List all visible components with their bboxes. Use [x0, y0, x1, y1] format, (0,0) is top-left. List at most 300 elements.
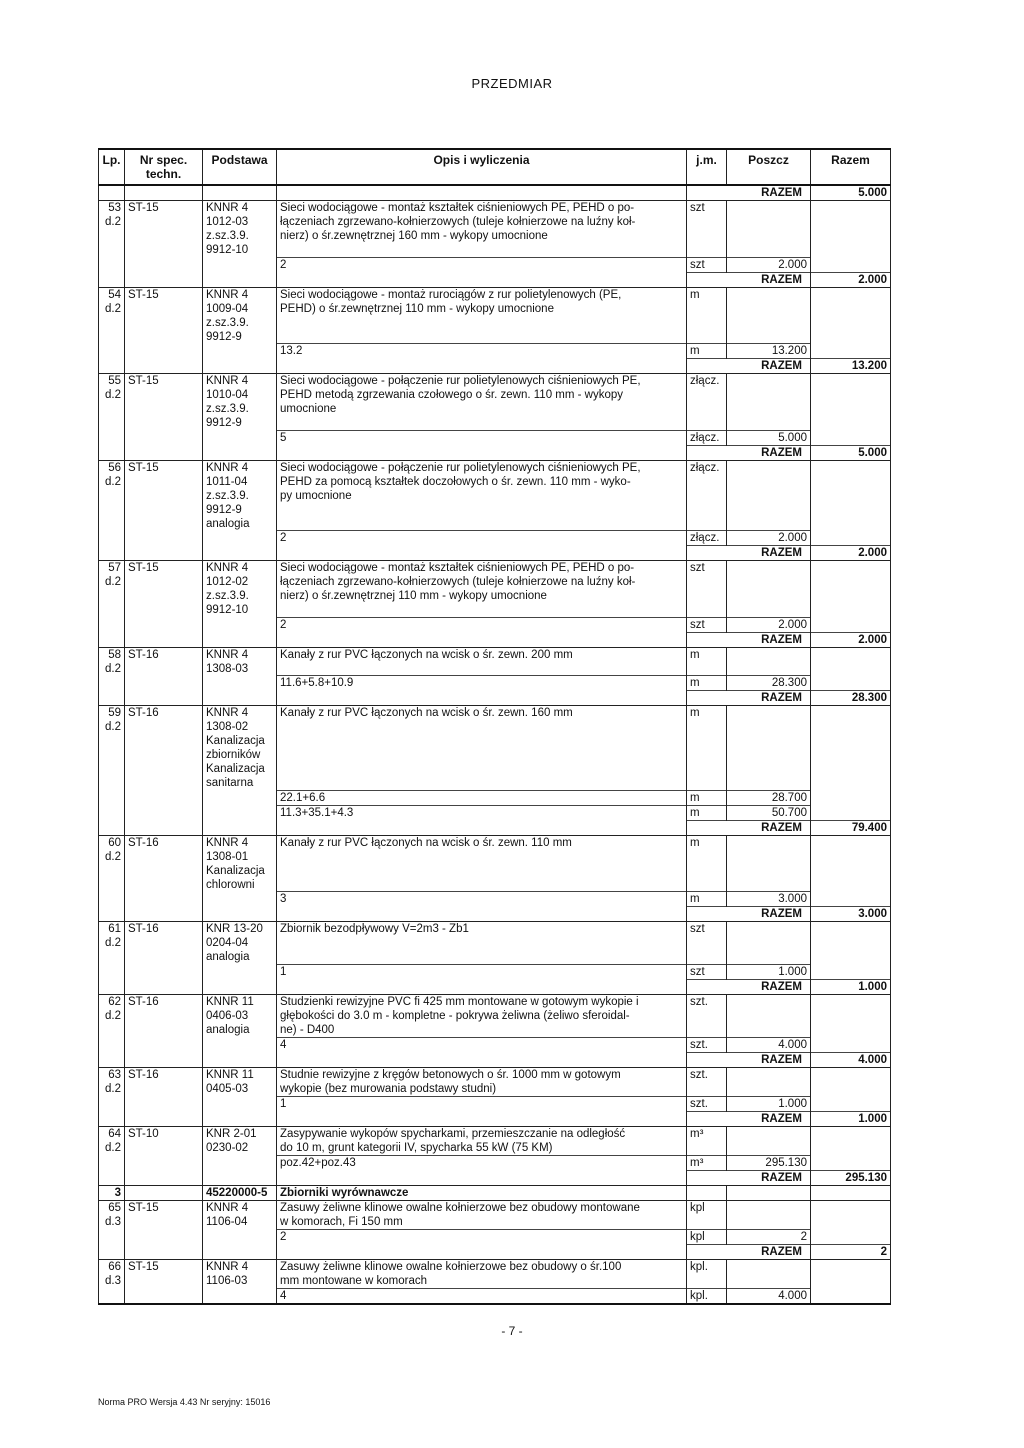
department-lp: 3 [99, 1185, 125, 1200]
empty-cell [203, 805, 277, 820]
header-opis: Opis i wyliczenia [277, 149, 687, 185]
empty-cell [125, 445, 203, 460]
position-podstawa: KNR 2-01 0230-02 [203, 1126, 277, 1155]
empty-cell [203, 531, 277, 546]
empty-cell [811, 344, 891, 359]
position-razem-empty [811, 1259, 891, 1288]
position-podstawa: KNNR 4 1106-04 [203, 1200, 277, 1229]
empty-cell [99, 1170, 125, 1185]
position-row [99, 994, 891, 1037]
empty-cell [99, 790, 125, 805]
quantity-value: 295.130 [727, 1155, 811, 1170]
empty-cell [203, 1155, 277, 1170]
quantity-unit: szt [687, 617, 727, 632]
empty-cell [99, 805, 125, 820]
empty-cell [125, 979, 203, 994]
empty-cell [203, 272, 277, 287]
position-poszcz-empty [727, 460, 811, 531]
empty-cell [125, 546, 203, 561]
razem-value: 2.000 [811, 632, 891, 647]
quantity-value: 2.000 [727, 531, 811, 546]
position-podstawa: KNNR 11 0405-03 [203, 1067, 277, 1096]
position-spec: ST-10 [125, 1126, 203, 1155]
quantity-row [99, 805, 891, 820]
empty-cell [99, 531, 125, 546]
razem-row [99, 632, 891, 647]
empty-cell [277, 979, 687, 994]
razem-row [99, 907, 891, 922]
empty-cell [203, 676, 277, 691]
quantity-unit: m [687, 805, 727, 820]
empty-cell [99, 1052, 125, 1067]
quantity-row [99, 1096, 891, 1111]
quantity-row [99, 790, 891, 805]
quantity-row [99, 892, 891, 907]
position-spec: ST-15 [125, 287, 203, 344]
position-spec: ST-15 [125, 201, 203, 258]
position-poszcz-empty [727, 1200, 811, 1229]
quantity-expression: 11.6+5.8+10.9 [277, 676, 687, 691]
position-row [99, 1259, 891, 1288]
position-lp: 57 d.2 [99, 561, 125, 618]
empty-cell [203, 907, 277, 922]
quantity-row [99, 257, 891, 272]
razem-value: 2.000 [811, 546, 891, 561]
position-opis: Kanały z rur PVC łączonych na wcisk o śr. zewn. 160 mm [277, 706, 687, 791]
department-row [99, 1185, 891, 1200]
position-lp: 59 d.2 [99, 706, 125, 791]
position-jm: szt [687, 561, 727, 618]
empty-cell [277, 359, 687, 374]
razem-value: 1.000 [811, 1111, 891, 1126]
position-lp: 54 d.2 [99, 287, 125, 344]
quantity-row [99, 617, 891, 632]
position-row [99, 922, 891, 965]
position-podstawa: KNR 13-20 0204-04 analogia [203, 922, 277, 965]
empty-cell [811, 1185, 891, 1200]
position-spec: ST-15 [125, 561, 203, 618]
empty-cell [99, 964, 125, 979]
empty-cell [277, 272, 687, 287]
empty-cell [277, 1111, 687, 1126]
empty-cell [277, 907, 687, 922]
empty-cell [125, 1229, 203, 1244]
empty-cell [277, 820, 687, 835]
position-razem-empty [811, 1200, 891, 1229]
empty-cell [125, 676, 203, 691]
empty-cell [99, 617, 125, 632]
razem-row [99, 272, 891, 287]
header-row [99, 149, 891, 185]
quantity-unit: szt. [687, 1037, 727, 1052]
razem-label: RAZEM [687, 1111, 811, 1126]
department-code: 45220000-5 [203, 1185, 277, 1200]
quantity-value: 28.700 [727, 790, 811, 805]
empty-cell [99, 546, 125, 561]
razem-label: RAZEM [687, 1244, 811, 1259]
header-nr-spec: Nr spec. techn. [125, 149, 203, 185]
position-opis: Studnie rewizyjne z kręgów betonowych o śr. 1000 mm w gotowym wykopie (bez murowania podstawy studni) [277, 1067, 687, 1096]
position-lp: 65 d.3 [99, 1200, 125, 1229]
empty-cell [125, 907, 203, 922]
quantity-row [99, 1229, 891, 1244]
quantity-unit: m [687, 790, 727, 805]
position-row [99, 706, 891, 791]
razem-row [99, 1170, 891, 1185]
empty-cell [125, 632, 203, 647]
empty-cell [727, 1185, 811, 1200]
empty-cell [125, 1155, 203, 1170]
razem-row [99, 445, 891, 460]
position-opis: Kanały z rur PVC łączonych na wcisk o śr. zewn. 200 mm [277, 647, 687, 676]
empty-cell [125, 790, 203, 805]
empty-cell [125, 617, 203, 632]
quantity-expression: 3 [277, 892, 687, 907]
empty-cell [203, 691, 277, 706]
empty-cell [125, 1096, 203, 1111]
position-poszcz-empty [727, 374, 811, 431]
razem-value: 5.000 [811, 185, 891, 201]
empty-cell [99, 1229, 125, 1244]
razem-row [99, 1052, 891, 1067]
position-spec: ST-15 [125, 374, 203, 431]
empty-cell [99, 344, 125, 359]
empty-cell [125, 1170, 203, 1185]
position-podstawa: KNNR 4 1308-03 [203, 647, 277, 676]
header-jm: j.m. [687, 149, 727, 185]
empty-cell [811, 1229, 891, 1244]
header-lp: Lp. [99, 149, 125, 185]
position-razem-empty [811, 201, 891, 258]
quantity-value: 3.000 [727, 892, 811, 907]
position-podstawa: KNNR 4 1012-03 z.sz.3.9. 9912-10 [203, 201, 277, 258]
position-razem-empty [811, 922, 891, 965]
position-poszcz-empty [727, 287, 811, 344]
position-opis: Zasypywanie wykopów spycharkami, przemieszczanie na odległość do 10 m, grunt kategorii IV, spycharka 55 kW (75 KM) [277, 1126, 687, 1155]
empty-cell [99, 820, 125, 835]
empty-cell [811, 531, 891, 546]
razem-value: 13.200 [811, 359, 891, 374]
position-lp: 61 d.2 [99, 922, 125, 965]
position-poszcz-empty [727, 647, 811, 676]
position-poszcz-empty [727, 1067, 811, 1096]
empty-cell [203, 979, 277, 994]
quantity-row [99, 676, 891, 691]
quantity-row [99, 1288, 891, 1304]
quantity-expression: 5 [277, 430, 687, 445]
quantity-unit: złącz. [687, 430, 727, 445]
position-row [99, 1067, 891, 1096]
empty-cell [125, 820, 203, 835]
quantity-value: 28.300 [727, 676, 811, 691]
position-spec: ST-16 [125, 835, 203, 892]
razem-value: 4.000 [811, 1052, 891, 1067]
position-razem-empty [811, 706, 891, 791]
header-razem: Razem [811, 149, 891, 185]
empty-cell [99, 257, 125, 272]
empty-cell [811, 257, 891, 272]
empty-cell [99, 1288, 125, 1304]
empty-cell [811, 790, 891, 805]
empty-cell [125, 691, 203, 706]
position-jm: szt [687, 201, 727, 258]
position-opis: Studzienki rewizyjne PVC fi 425 mm montowane w gotowym wykopie i głębokości do 3.0 m - kompletne - pokrywa żeliwna (żeliwo sferoidal- ne) - D400 [277, 994, 687, 1037]
quantity-row [99, 964, 891, 979]
razem-label: RAZEM [687, 359, 811, 374]
empty-cell [203, 820, 277, 835]
position-spec: ST-15 [125, 1259, 203, 1288]
empty-cell [811, 1037, 891, 1052]
empty-cell [203, 1096, 277, 1111]
razem-value: 295.130 [811, 1170, 891, 1185]
position-opis: Zasuwy żeliwne klinowe owalne kołnierzowe bez obudowy montowane w komorach, Fi 150 mm [277, 1200, 687, 1229]
position-lp: 56 d.2 [99, 460, 125, 531]
razem-row [99, 691, 891, 706]
quantity-unit: kpl. [687, 1288, 727, 1304]
position-poszcz-empty [727, 561, 811, 618]
empty-cell [99, 1037, 125, 1052]
position-poszcz-empty [727, 994, 811, 1037]
empty-cell [99, 1096, 125, 1111]
empty-cell [203, 617, 277, 632]
empty-cell [125, 964, 203, 979]
quantity-expression: 11.3+35.1+4.3 [277, 805, 687, 820]
quantity-row [99, 430, 891, 445]
position-podstawa: KNNR 4 1009-04 z.sz.3.9. 9912-9 [203, 287, 277, 344]
position-lp: 66 d.3 [99, 1259, 125, 1288]
empty-cell [277, 445, 687, 460]
position-row [99, 1126, 891, 1155]
quantity-unit: szt [687, 964, 727, 979]
quantity-value: 2.000 [727, 257, 811, 272]
empty-cell [99, 272, 125, 287]
razem-row [99, 359, 891, 374]
position-podstawa: KNNR 4 1308-02 Kanalizacja zbiorników Kanalizacja sanitarna [203, 706, 277, 791]
quantity-row [99, 344, 891, 359]
quantity-value: 4.000 [727, 1288, 811, 1304]
position-jm: złącz. [687, 374, 727, 431]
position-poszcz-empty [727, 706, 811, 791]
razem-label: RAZEM [687, 820, 811, 835]
empty-cell [811, 1096, 891, 1111]
empty-cell [811, 617, 891, 632]
empty-cell [277, 632, 687, 647]
empty-cell [203, 1037, 277, 1052]
department-title: Zbiorniki wyrównawcze [277, 1185, 687, 1200]
quantity-expression: 4 [277, 1288, 687, 1304]
razem-value: 2.000 [811, 272, 891, 287]
empty-cell [125, 272, 203, 287]
empty-cell [811, 1155, 891, 1170]
position-jm: m [687, 647, 727, 676]
empty-cell [99, 907, 125, 922]
quantity-value: 2.000 [727, 617, 811, 632]
position-lp: 60 d.2 [99, 835, 125, 892]
position-lp: 58 d.2 [99, 647, 125, 676]
empty-cell [203, 1288, 277, 1304]
empty-cell [203, 1111, 277, 1126]
quantity-unit: m [687, 892, 727, 907]
empty-cell [203, 790, 277, 805]
position-opis: Sieci wodociągowe - połączenie rur polietylenowych ciśnieniowych PE, PEHD za pomocą kształtek doczołowych o śr. zewn. 110 mm - wyko- py umocnione [277, 460, 687, 531]
footer-note: Norma PRO Wersja 4.43 Nr seryjny: 15016 [98, 1397, 271, 1407]
razem-row [99, 1111, 891, 1126]
empty-cell [811, 430, 891, 445]
quantity-expression: poz.42+poz.43 [277, 1155, 687, 1170]
position-podstawa: KNNR 4 1308-01 Kanalizacja chlorowni [203, 835, 277, 892]
position-spec: ST-16 [125, 994, 203, 1037]
empty-cell [125, 430, 203, 445]
quantity-value: 13.200 [727, 344, 811, 359]
quantity-expression: 2 [277, 1229, 687, 1244]
position-razem-empty [811, 1067, 891, 1096]
quantity-expression: 2 [277, 257, 687, 272]
empty-cell [125, 257, 203, 272]
position-opis: Zbiornik bezodpływowy V=2m3 - Zb1 [277, 922, 687, 965]
page-title: PRZEDMIAR [471, 76, 553, 91]
quantity-unit: szt. [687, 1096, 727, 1111]
header-podstawa: Podstawa [203, 149, 277, 185]
position-row [99, 287, 891, 344]
position-lp: 62 d.2 [99, 994, 125, 1037]
empty-cell [687, 1185, 727, 1200]
razem-label: RAZEM [687, 185, 811, 201]
empty-cell [99, 691, 125, 706]
position-opis: Sieci wodociągowe - montaż rurociągów z rur polietylenowych (PE, PEHD) o śr.zewnętrznej 110 mm - wykopy umocnione [277, 287, 687, 344]
position-podstawa: KNNR 11 0406-03 analogia [203, 994, 277, 1037]
razem-value: 79.400 [811, 820, 891, 835]
empty-cell [125, 1052, 203, 1067]
quantity-row [99, 1037, 891, 1052]
empty-cell [277, 546, 687, 561]
position-spec: ST-15 [125, 460, 203, 531]
razem-value: 28.300 [811, 691, 891, 706]
position-jm: szt. [687, 1067, 727, 1096]
empty-cell [125, 892, 203, 907]
empty-cell [203, 359, 277, 374]
position-jm: m [687, 706, 727, 791]
position-opis: Kanały z rur PVC łączonych na wcisk o śr. zewn. 110 mm [277, 835, 687, 892]
empty-cell [811, 964, 891, 979]
empty-cell [99, 892, 125, 907]
position-jm: złącz. [687, 460, 727, 531]
empty-cell [125, 805, 203, 820]
empty-cell [125, 1111, 203, 1126]
quantity-value: 5.000 [727, 430, 811, 445]
quantity-unit: m³ [687, 1155, 727, 1170]
position-razem-empty [811, 994, 891, 1037]
empty-cell [203, 430, 277, 445]
razem-label: RAZEM [687, 907, 811, 922]
razem-label: RAZEM [687, 445, 811, 460]
empty-cell [203, 1244, 277, 1259]
position-razem-empty [811, 1126, 891, 1155]
position-podstawa: KNNR 4 1010-04 z.sz.3.9. 9912-9 [203, 374, 277, 431]
empty-cell [99, 632, 125, 647]
quantity-expression: 13.2 [277, 344, 687, 359]
empty-cell [125, 359, 203, 374]
position-podstawa: KNNR 4 1012-02 z.sz.3.9. 9912-10 [203, 561, 277, 618]
position-spec: ST-16 [125, 647, 203, 676]
position-row [99, 647, 891, 676]
position-razem-empty [811, 647, 891, 676]
quantity-value: 2 [727, 1229, 811, 1244]
empty-cell [811, 805, 891, 820]
position-lp: 55 d.2 [99, 374, 125, 431]
position-spec: ST-16 [125, 706, 203, 791]
position-opis: Zasuwy żeliwne klinowe owalne kołnierzowe bez obudowy o śr.100 mm montowane w komorach [277, 1259, 687, 1288]
empty-cell [125, 1244, 203, 1259]
position-razem-empty [811, 287, 891, 344]
razem-label: RAZEM [687, 546, 811, 561]
razem-row [99, 979, 891, 994]
razem-label: RAZEM [687, 1052, 811, 1067]
empty-cell [203, 445, 277, 460]
position-poszcz-empty [727, 835, 811, 892]
empty-cell [203, 546, 277, 561]
razem-row [99, 546, 891, 561]
empty-cell [125, 531, 203, 546]
position-lp: 64 d.2 [99, 1126, 125, 1155]
page-number: - 7 - [501, 1324, 523, 1338]
empty-cell [277, 1052, 687, 1067]
position-lp: 53 d.2 [99, 201, 125, 258]
carry-razem-row [99, 185, 891, 201]
razem-label: RAZEM [687, 632, 811, 647]
position-razem-empty [811, 561, 891, 618]
quantity-expression: 4 [277, 1037, 687, 1052]
position-podstawa: KNNR 4 1106-03 [203, 1259, 277, 1288]
position-row [99, 1200, 891, 1229]
quantity-expression: 2 [277, 531, 687, 546]
quantity-value: 1.000 [727, 964, 811, 979]
empty-cell [203, 257, 277, 272]
position-razem-empty [811, 374, 891, 431]
empty-cell [125, 1185, 203, 1200]
razem-value: 5.000 [811, 445, 891, 460]
empty-cell [99, 979, 125, 994]
razem-label: RAZEM [687, 979, 811, 994]
quantity-expression: 22.1+6.6 [277, 790, 687, 805]
quantity-unit: m [687, 676, 727, 691]
quantity-value: 4.000 [727, 1037, 811, 1052]
empty-cell [99, 1155, 125, 1170]
quantity-unit: kpl [687, 1229, 727, 1244]
quantity-row [99, 1155, 891, 1170]
razem-value: 2 [811, 1244, 891, 1259]
razem-label: RAZEM [687, 1170, 811, 1185]
quantity-row [99, 531, 891, 546]
position-jm: szt [687, 922, 727, 965]
razem-value: 1.000 [811, 979, 891, 994]
razem-row [99, 1244, 891, 1259]
position-row [99, 460, 891, 531]
razem-value: 3.000 [811, 907, 891, 922]
razem-row [99, 820, 891, 835]
quantity-expression: 1 [277, 964, 687, 979]
position-poszcz-empty [727, 201, 811, 258]
empty-cell [99, 1111, 125, 1126]
empty-cell [277, 691, 687, 706]
empty-cell [277, 1244, 687, 1259]
empty-cell [99, 359, 125, 374]
razem-label: RAZEM [687, 691, 811, 706]
position-jm: m³ [687, 1126, 727, 1155]
position-opis: Sieci wodociągowe - połączenie rur polietylenowych ciśnieniowych PE, PEHD metodą zgrzewania czołowego o śr. zewn. 110 mm - wykopy umocnione [277, 374, 687, 431]
position-poszcz-empty [727, 1126, 811, 1155]
position-razem-empty [811, 835, 891, 892]
position-row [99, 835, 891, 892]
